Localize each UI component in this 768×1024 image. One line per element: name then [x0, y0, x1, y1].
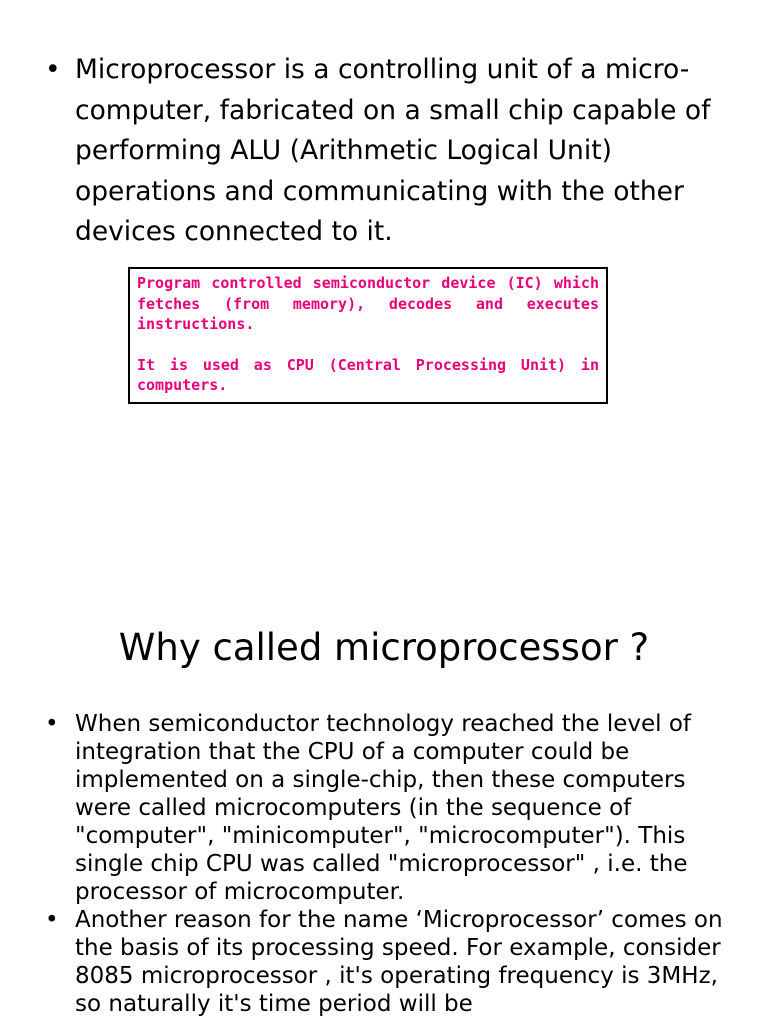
- note-text-1: Program controlled semiconductor device (IC) which fetches (from memory), decodes and executes instructions.: [137, 274, 599, 333]
- reason-bullet-list: [75, 710, 745, 1018]
- definition-bullet: • Microprocessor is a controlling unit of a micro-computer, fabricated on a small chip capable of performing ALU (Arithmetic Logical Unit) operations and communicating with the other devices connected to it.: [75, 50, 745, 253]
- reason-bullet-2: • Another reason for the name ‘Microprocessor’ comes on the basis of its processing speed. For example, consider 8085 microprocessor , it's operating frequency is 3MHz, so naturally it's time period will be: [75, 906, 745, 1018]
- definition-note-box: [128, 267, 608, 404]
- reason-bullet-1: • When semiconductor technology reached the level of integration that the CPU of a computer could be implemented on a single-chip, then these computers were called microcomputers (in the sequence of "computer", "minicomputer", "microcomputer"). This single chip CPU was called "microprocessor" , i.e. the processor of microcomputer.: [75, 710, 745, 906]
- definition-bullet-list: [75, 50, 745, 253]
- note-text-2: It is used as CPU (Central Processing Unit) in computers.: [137, 355, 599, 394]
- section-heading: Why called microprocessor ?: [118, 626, 650, 669]
